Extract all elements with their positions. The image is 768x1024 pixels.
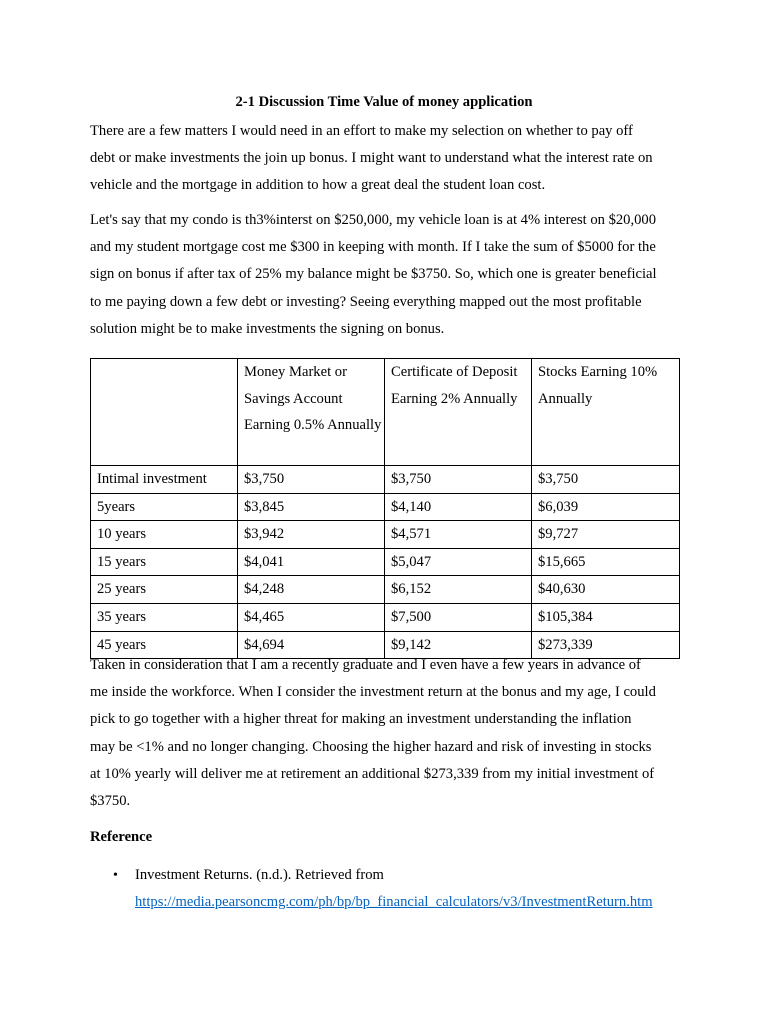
- table-cell: $273,339: [532, 631, 680, 659]
- investment-table: [90, 358, 680, 659]
- bullet-icon: •: [113, 868, 118, 883]
- table-cell: 10 years: [91, 521, 238, 549]
- table-cell: $9,727: [532, 521, 680, 549]
- reference-citation: Investment Returns. (n.d.). Retrieved from: [135, 867, 384, 883]
- table-header-cell: [91, 359, 238, 466]
- text-line: may be <1% and no longer changing. Choosing the higher hazard and risk of investing in stocks: [90, 738, 652, 755]
- text-line: Taken in consideration that I am a recently graduate and I even have a few years in advance of: [90, 657, 641, 673]
- table-header-cell: Stocks Earning 10% Annually: [532, 359, 680, 466]
- table-cell: 5years: [91, 493, 238, 521]
- table-row: [91, 548, 680, 576]
- table-cell: $4,041: [238, 548, 385, 576]
- text-line: at 10% yearly will deliver me at retirement an additional $273,339 from my initial investment of: [90, 765, 655, 782]
- reference-heading: Reference: [90, 829, 153, 845]
- table-cell: $3,750: [385, 466, 532, 494]
- text-line: vehicle and the mortgage in addition to how a great deal the student loan cost.: [90, 177, 546, 194]
- text-line: me inside the workforce. When I consider the investment return at the bonus and my age, I could: [90, 684, 656, 701]
- table-cell: Intimal investment: [91, 466, 238, 494]
- table-cell: $3,750: [238, 466, 385, 494]
- table-cell: $40,630: [532, 576, 680, 604]
- text-line: pick to go together with a higher threat for making an investment understanding the inflation: [90, 711, 632, 728]
- text-line: to me paying down a few debt or investing? Seeing everything mapped out the most profitable: [90, 293, 642, 310]
- reference-list: [90, 862, 710, 916]
- text-line: $3750.: [90, 793, 131, 810]
- table-row: [91, 521, 680, 549]
- table-row: [91, 466, 680, 494]
- paragraph-intro: [90, 118, 690, 200]
- table-cell: $4,248: [238, 576, 385, 604]
- table-cell: 25 years: [91, 576, 238, 604]
- table-cell: $3,942: [238, 521, 385, 549]
- table-cell: $5,047: [385, 548, 532, 576]
- document-title: 2-1 Discussion Time Value of money application: [235, 94, 533, 110]
- text-line: debt or make investments the join up bonus. I might want to understand what the interest rate on: [90, 150, 653, 167]
- table-row: [91, 576, 680, 604]
- table-cell: $4,465: [238, 603, 385, 631]
- paragraph-example: [90, 207, 690, 343]
- table-cell: $6,152: [385, 576, 532, 604]
- table-cell: $4,694: [238, 631, 385, 659]
- table-cell: $105,384: [532, 603, 680, 631]
- text-line: and my student mortgage cost me $300 in keeping with month. If I take the sum of $5000 for the: [90, 239, 656, 256]
- table-cell: $3,845: [238, 493, 385, 521]
- table-cell: $15,665: [532, 548, 680, 576]
- table-header-cell: Certificate of Deposit Earning 2% Annually: [385, 359, 532, 466]
- table-cell: 45 years: [91, 631, 238, 659]
- text-line: sign on bonus if after tax of 25% my balance might be $3750. So, which one is greater beneficial: [90, 266, 657, 283]
- table-cell: 35 years: [91, 603, 238, 631]
- text-line: solution might be to make investments the signing on bonus.: [90, 320, 445, 337]
- table-cell: $6,039: [532, 493, 680, 521]
- table-cell: 15 years: [91, 548, 238, 576]
- reference-link[interactable]: https://media.pearsoncmg.com/ph/bp/bp_financial_calculators/v3/InvestmentReturn.htm: [135, 894, 653, 911]
- table-cell: $9,142: [385, 631, 532, 659]
- table-header-cell: Money Market or Savings Account Earning 0.5% Annually: [238, 359, 385, 466]
- text-line: Let's say that my condo is th3%interst on $250,000, my vehicle loan is at 4% interest on $20,000: [90, 212, 657, 228]
- table-cell: $4,571: [385, 521, 532, 549]
- table-row: [91, 493, 680, 521]
- table-cell: $7,500: [385, 603, 532, 631]
- table-header-row: [91, 359, 680, 466]
- table-cell: $3,750: [532, 466, 680, 494]
- paragraph-conclusion: [90, 652, 690, 815]
- table-row: [91, 603, 680, 631]
- reference-item: [90, 862, 710, 916]
- table-cell: $4,140: [385, 493, 532, 521]
- text-line: There are a few matters I would need in an effort to make my selection on whether to pay off: [90, 123, 633, 139]
